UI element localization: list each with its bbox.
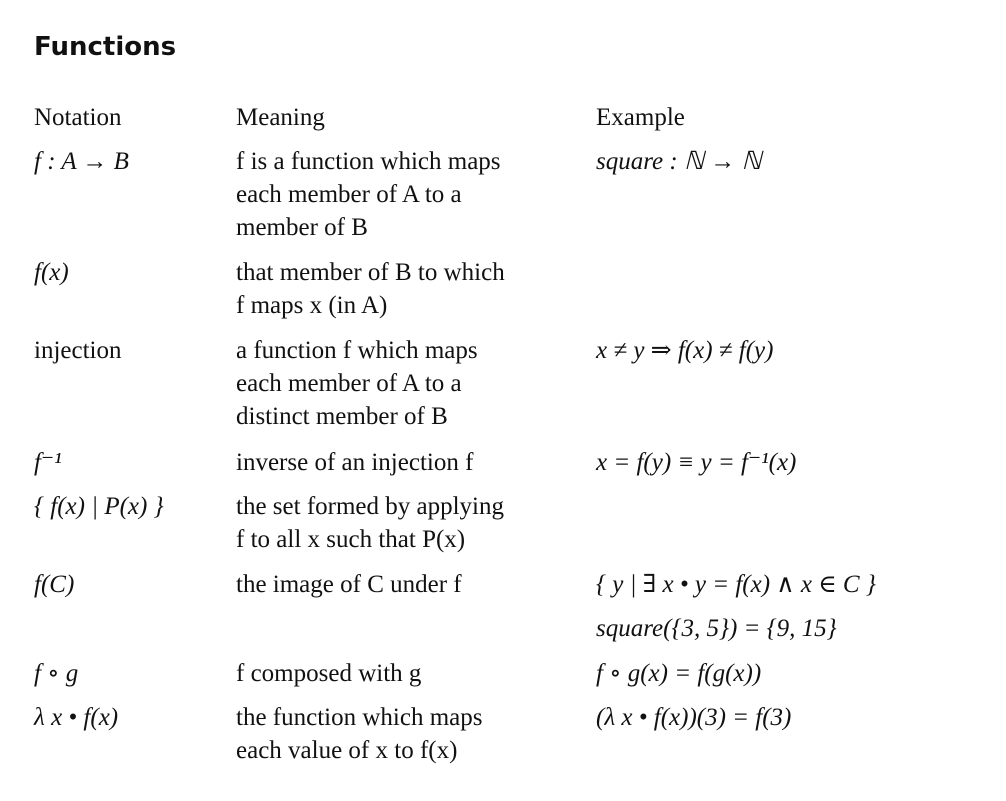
meaning-cell: inverse of an injection f [236,449,474,476]
table-row [34,490,994,553]
meaning-cell: the function which maps each value of x to f(x) [236,704,483,764]
column-header-example: Example [596,104,685,131]
column-header-notation: Notation [34,104,122,131]
notation-cell: injection [34,337,122,364]
table-row [34,701,994,764]
table-row [34,145,994,241]
notation-cell: f(C) [34,571,75,598]
example-cell: f ∘ g(x) = f(g(x)) [596,660,762,687]
example-cell: x = f(y) ≡ y = f⁻¹(x) [596,449,797,476]
example-cell: square : ℕ → ℕ [596,148,762,175]
table-row [34,256,994,319]
meaning-cell: the image of C under f [236,571,462,598]
meaning-cell: f is a function which maps each member of A to a member of B [236,148,501,241]
notation-cell: λ x • f(x) [34,704,119,731]
notation-cell: f ∘ g [34,660,79,687]
notation-cell: f : A → B [34,148,129,175]
example-cell: square({3, 5}) = {9, 15} [596,615,837,642]
notation-cell: f(x) [34,259,69,286]
section-title: Functions [34,32,177,62]
example-cell: x ≠ y ⇒ f(x) ≠ f(y) [596,337,774,364]
table-row [34,446,994,486]
meaning-cell: the set formed by applying f to all x such that P(x) [236,493,504,553]
column-header-meaning: Meaning [236,104,325,131]
table-row [34,657,994,697]
table-row [34,568,994,608]
table-row [34,612,994,652]
example-cell: { y | ∃ x • y = f(x) ∧ x ∈ C } [596,571,876,598]
table-row [34,334,994,430]
meaning-cell: f composed with g [236,660,422,687]
example-cell: (λ x • f(x))(3) = f(3) [596,704,792,731]
table-header-row [34,101,994,141]
notation-cell: { f(x) | P(x) } [34,493,164,520]
notation-cell: f⁻¹ [34,449,62,476]
meaning-cell: that member of B to which f maps x (in A) [236,259,505,319]
meaning-cell: a function f which maps each member of A to a distinct member of B [236,337,478,430]
